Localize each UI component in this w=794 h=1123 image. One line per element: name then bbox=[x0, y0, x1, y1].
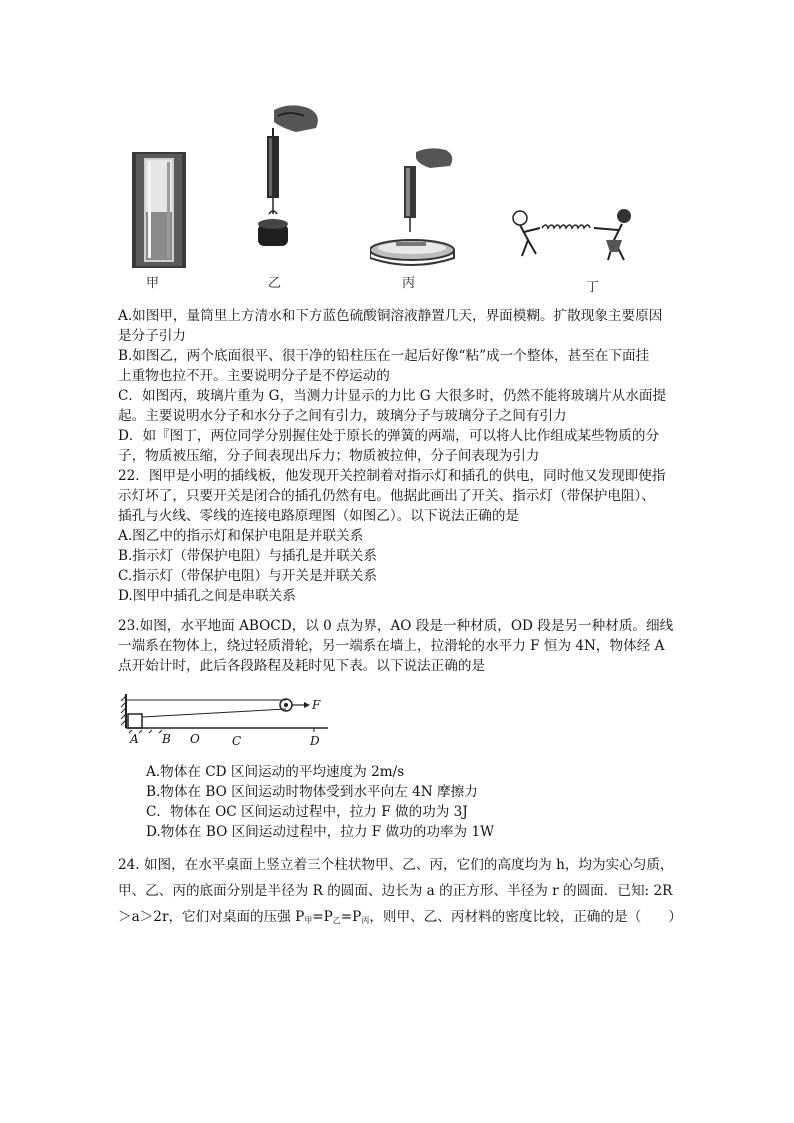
q24-line-2: 甲、乙、丙的底面分别是半径为 R 的圆面、边长为 a 的正方形、半径为 r 的圆面．已知: 2R bbox=[118, 883, 673, 899]
q23-stem-3: 点开始计时，此后各段路程及耗时见下表。以下说法正确的是 bbox=[118, 658, 486, 674]
figure-jia-cylinder bbox=[132, 152, 186, 268]
q22-stem-1: 22．图甲是小明的插线板，他发现开关控制着对指示灯和插孔的供电，同时他又发现即使指 bbox=[118, 468, 666, 484]
q22-option-d: D.图甲中插孔之间是串联关系 bbox=[118, 588, 296, 604]
q22-option-a: A.图乙中的指示灯和保护电阻是并联关系 bbox=[118, 528, 364, 544]
q21-line-3: B.如图乙，两个底面很平、很干净的铅柱压在一起后好像“粘”成一个整体，甚至在下面挂 bbox=[118, 348, 650, 364]
q24-line-3 bbox=[118, 904, 683, 934]
q21-line-8: 子，物质被压缩，分子间表现出斥力；物质被拉伸，分子间表现为引力 bbox=[118, 448, 540, 464]
label-point-a: A bbox=[130, 732, 139, 746]
question-22 bbox=[118, 466, 683, 606]
question-23-options bbox=[118, 762, 683, 842]
q23-stem-2: 一端系在物体上，绕过轻质滑轮，另一端系在墙上，拉滑轮的水平力 F 恒为 4N，物体经 A bbox=[118, 638, 665, 654]
q22-option-b: B.指示灯（带保护电阻）与插孔是并联关系 bbox=[118, 548, 377, 564]
q22-stem-2: 示灯坏了，只要开关是闭合的插孔仍然有电。他据此画出了开关、指示灯（带保护电阻）、 bbox=[118, 488, 655, 504]
q23-pulley-diagram bbox=[118, 688, 338, 752]
figure-label-bing: 丙 bbox=[402, 276, 416, 291]
figure-bing-glass-plate bbox=[370, 146, 466, 268]
q22-option-c: C.指示灯（带保护电阻）与开关是并联关系 bbox=[118, 568, 377, 584]
q24-sub-yi: 乙 bbox=[332, 916, 341, 925]
q22-stem-3: 插孔与火线、零线的连接电路原理图（如图乙）。以下说法正确的是 bbox=[118, 508, 520, 524]
q24-eq-2: =P bbox=[340, 909, 362, 925]
label-point-o: O bbox=[190, 732, 200, 746]
label-point-d: D bbox=[310, 734, 320, 748]
figure-label-ding: 丁 bbox=[586, 280, 600, 295]
label-force-f: F bbox=[312, 698, 321, 712]
question-23-stem bbox=[118, 616, 683, 676]
figure-label-jia: 甲 bbox=[146, 276, 160, 291]
q21-line-6: 起。主要说明水分子和水分子之间有引力，玻璃分子与玻璃分子之间有引力 bbox=[118, 408, 567, 424]
q21-line-1: A.如图甲，量筒里上方清水和下方蓝色硫酸铜溶液静置几天，界面模糊。扩散现象主要原因 bbox=[118, 308, 663, 324]
q21-line-5: C．如图丙，玻璃片重为 G，当测力计显示的力比 G 大很多时，仍然不能将玻璃片从水面提 bbox=[118, 388, 667, 404]
question-24 bbox=[118, 852, 683, 934]
q23-option-b: B.物体在 BO 区间运动时物体受到水平向左 4N 摩擦力 bbox=[146, 784, 478, 800]
question-21-options bbox=[118, 306, 683, 466]
q21-line-2: 是分子引力 bbox=[118, 328, 186, 344]
q24-line-3-start: ＞a＞2r，它们对桌面的压强 P bbox=[118, 909, 305, 925]
figure-ding-spring-kids bbox=[506, 206, 642, 272]
figure-label-yi: 乙 bbox=[268, 276, 282, 291]
q24-sub-bing: 丙 bbox=[361, 916, 370, 925]
q24-line-1: 24. 如图，在水平桌面上竖立着三个柱状物甲、乙、丙，它们的高度均为 h，均为实心匀质， bbox=[118, 857, 674, 873]
q21-line-7: D．如『图丁，两位同学分别握住处于原长的弹簧的两端，可以将人比作组成某些物质的分 bbox=[118, 428, 660, 444]
q23-option-d: D.物体在 BO 区间运动过程中，拉力 F 做功的功率为 1W bbox=[146, 824, 495, 840]
q24-line-3-end: ，则甲、乙、丙材料的密度比较，正确的是（ ） bbox=[369, 909, 682, 925]
q23-stem-1: 23.如图，水平地面 ABOCD，以 0 点为界，AO 段是一种材质，OD 段是另一种材质。细线 bbox=[118, 618, 674, 634]
figure-row bbox=[118, 102, 688, 298]
label-point-c: C bbox=[232, 734, 242, 748]
label-point-b: B bbox=[162, 732, 171, 746]
q21-line-4: 上重物也拉不开。主要说明分子是不停运动的 bbox=[118, 368, 390, 384]
figure-yi-lead-cylinders bbox=[256, 102, 336, 262]
q24-sub-jia: 甲 bbox=[304, 916, 313, 925]
q23-option-c: C．物体在 OC 区间运动过程中，拉力 F 做的功为 3J bbox=[146, 804, 468, 820]
q23-option-a: A.物体在 CD 区间运动的平均速度为 2m/s bbox=[146, 764, 405, 780]
q24-eq-1: =P bbox=[312, 909, 333, 925]
